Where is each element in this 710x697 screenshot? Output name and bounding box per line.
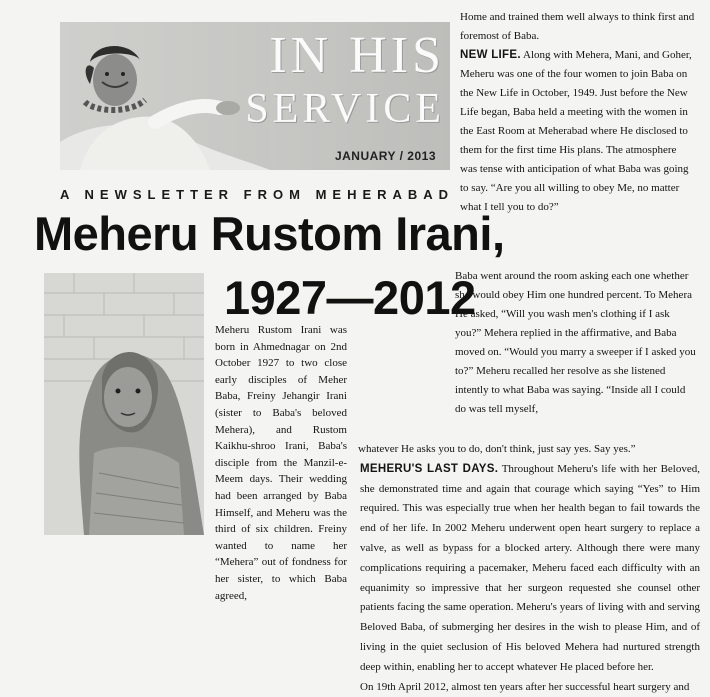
new-life-paragraph	[460, 46, 695, 217]
middle-text-block	[455, 256, 697, 430]
intro-text: Meheru Rustom Irani was born in Ahmednagar on 2nd October 1927 to two close early disciples of Meher Baba, Freiny Jehangir Irani (sister to Baba's beloved Mehera), and Rustom Kaikhu-shroo Irani, Baba's disciple from the Manzil-e-Meem days. Their wedding had been arranged by Baba Himself, and Meheru was the third of six children. Freiny wanted to name her “Mehera” out of fondness for her sister, to which Baba agreed,	[215, 324, 347, 602]
middle-paragraph: Baba went around the room asking each one whether she would obey Him one hundred percent. To Mehera He asked, “Will you wash men's clothing if I ask you?” Mehera replied in the affirmative, and Baba moved on. “Would you marry a sweeper if I asked you to?” Meheru recalled her resolve as she listened intently to what Baba was saying. “Inside all I could do was tell myself,	[455, 270, 696, 415]
intro-column	[215, 322, 347, 604]
final-paragraph: On 19th April 2012, almost ten years after her successful heart surgery and	[360, 680, 690, 693]
headline-years: 1927—2012	[224, 271, 476, 324]
new-life-heading: NEW LIFE.	[460, 49, 521, 61]
title-line2: SERVICE	[245, 86, 445, 132]
last-days-paragraph	[360, 460, 700, 678]
portrait-photo	[44, 273, 204, 535]
issue-date: JANUARY / 2013	[334, 149, 436, 163]
lower-text-block	[360, 440, 700, 697]
right-column	[460, 8, 695, 217]
quote-continuation: whatever He asks you to do, don't think, just say yes. Say yes.”	[358, 443, 636, 455]
last-days-heading: MEHERU'S LAST DAYS.	[360, 462, 499, 475]
headline-name: Meheru Rustom Irani,	[34, 207, 505, 260]
tagline: A NEWSLETTER FROM MEHERABAD	[60, 187, 455, 202]
new-life-text: Along with Mehera, Mani, and Goher, Meheru was one of the four women to join Baba on the New Life in October, 1949. Just before the New Life began, Baba held a meeting with the women in the East Room at Meherabad where He disclosed to them for the first time His plans. The atmosphere was tense with anticipation of what Baba was going to say. “Are you all willing to obey Me, no matter what I tell you to do?”	[460, 49, 692, 213]
masthead	[60, 22, 450, 170]
title-line1: IN HIS	[269, 27, 445, 84]
newsletter-title	[230, 27, 445, 132]
right-intro-text: Home and trained them well always to think first and foremost of Baba.	[460, 11, 695, 42]
last-days-text: Throughout Meheru's life with her Beloved, she demonstrated time and again that courage which saying “Yes” to Him required. This was especially true when her health began to fail towards the end of her life. In 2002 Meheru underwent open heart surgery to replace a valve, as well as bypass for a blocked artery. Although there were many complications requiring a pacemaker, Meheru faced each difficulty with an equanimity so impressive that her surgeon requested she counsel other patients facing the same operation. Meheru's years of living with and serving Beloved Baba, of submerging her desires in the wish to please Him, and of living in the quiet seclusion of His beloved Mehera had nurtured strength deep within, enabling her to accept whatever He placed before her.	[360, 462, 700, 673]
